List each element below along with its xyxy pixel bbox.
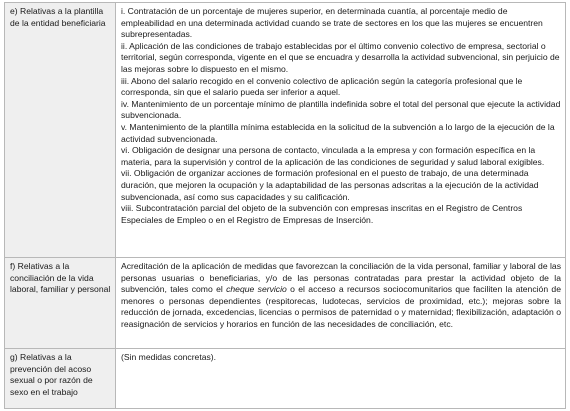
row-content-f (116, 258, 566, 349)
list-item: viii. Subcontratación parcial del objeto de la subvención con empresas inscritas en el Registro de Centros Especiales de Empleo o en el Registro de Empresas de Inserción. (121, 203, 523, 225)
list-item: vii. Obligación de organizar acciones de formación profesional en el puesto de trabajo, de una determinada duración, que mejoren la ocupación y la adaptabilidad de las personas adscritas a la ejecución de la actividad subvencionada, así como sus capacidades y su calificación. (121, 168, 539, 202)
row-content-g: (Sin medidas concretas). (116, 349, 566, 409)
table-row-g (5, 349, 566, 409)
row-label-e: e) Relativas a la plantilla de la entidad beneficiaria (5, 3, 116, 258)
paragraph-emphasis: cheque servicio (226, 284, 287, 295)
table-row-f (5, 258, 566, 349)
list-item: ii. Aplicación de las condiciones de trabajo establecidas por el último convenio colectivo de empresa, sectorial o territorial, según corresponda, vigente en el que se encuadra y desarrolla la actividad subvencional, sin perjuicio de las mejoras sobre lo dispuesto en el mismo. (121, 40, 560, 74)
row-label-g: g) Relativas a la prevención del acoso sexual o por razón de sexo en el trabajo (5, 349, 116, 409)
row-content-e (116, 3, 566, 258)
list-item: iii. Abono del salario recogido en el convenio colectivo de aplicación según la categoría profesional que le corresponda, sin que el salario pueda ser inferior a aquel. (121, 75, 523, 98)
list-item: iv. Mantenimiento de un porcentaje mínimo de plantilla indefinida sobre el total del personal que ejecute la actividad subvencionada. (121, 98, 561, 121)
list-item: vi. Obligación de designar una persona de contacto, vinculada a la empresa y con formación específica en la materia, para la supervisión y control de la aplicación de las condiciones de seguridad y salud laboral exigibles. (121, 145, 545, 167)
table-row-e (5, 3, 566, 258)
conciliation-paragraph (121, 261, 561, 331)
paragraph-text-start: Acreditación de la aplicación de medidas que favorezcan la conciliación de la vida personal, familiar y laboral de las personas usuarias o beneficiarias, y/o de las personas contratadas para prestar la actividad objeto de la subvención, tales como el (121, 261, 561, 295)
list-item: v. Mantenimiento de la plantilla mínima establecida en la solicitud de la subvención a lo largo de la ejecución de la actividad subvencionada. (121, 121, 555, 144)
list-item: i. Contratación de un porcentaje de mujeres superior, en determinada cuantía, al porcentaje medio de empleabilidad en una determinada actividad cuando se trate de sectores en los que las mujeres se encuentren subrepresentadas. (121, 6, 543, 40)
paragraph-text-end: o el acceso a recursos sociocomunitarios que faciliten la atención de menores o personas dependientes (respitorecas, ludotecas, servicios de proximidad, etc.); mejoras sobre la reducción de jornada, excedencias, licencias o permisos de paternidad o y maternidad; flexibilización, adaptación o reasignación de servicios y horarios en función de las necesidades de conciliación, etc. (121, 284, 561, 329)
criteria-table (4, 2, 566, 409)
row-label-f: f) Relativas a la conciliación de la vida laboral, familiar y personal (5, 258, 116, 349)
